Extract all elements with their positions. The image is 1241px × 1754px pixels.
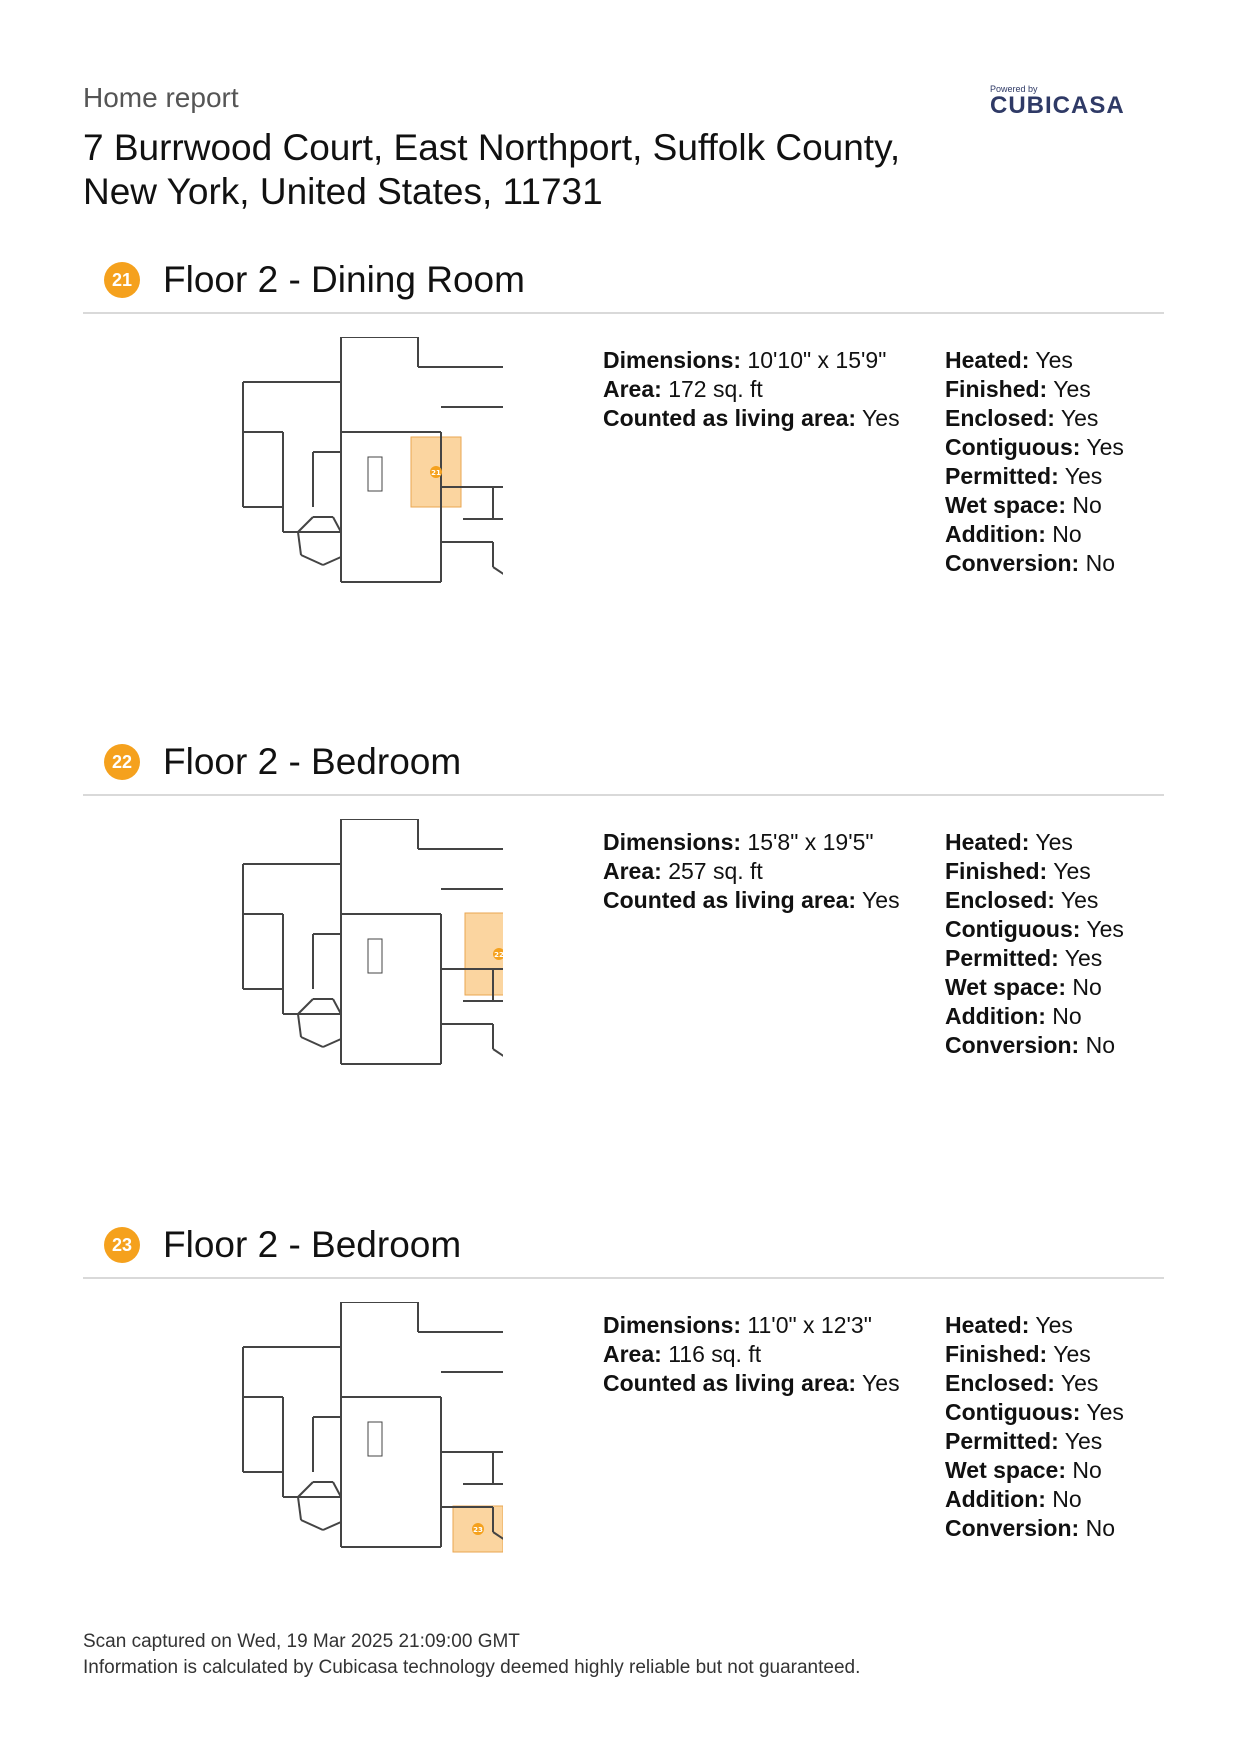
finished-stat: Finished: Yes (945, 376, 1091, 402)
wall (333, 517, 341, 532)
wall (298, 999, 313, 1014)
room-section-21 (83, 242, 1164, 642)
wall (333, 1482, 341, 1497)
logo-wordmark: CUBICASA (990, 92, 1125, 119)
wet-space-stat: Wet space: No (945, 492, 1102, 518)
permitted-stat: Permitted: Yes (945, 1428, 1103, 1454)
wet-space-stat: Wet space: No (945, 974, 1102, 1000)
living-area-stat: Counted as living area: Yes (603, 887, 900, 913)
wall (298, 1497, 301, 1520)
heated-stat: Heated: Yes (945, 347, 1073, 373)
dimensions-stat: Dimensions: 11'0" x 12'3" (603, 1312, 872, 1338)
room-number-badge: 21 (104, 262, 140, 298)
room-marker-label: 23 (473, 1526, 483, 1534)
wall (323, 557, 341, 565)
living-area-stat: Counted as living area: Yes (603, 1370, 900, 1396)
scan-timestamp: Scan captured on Wed, 19 Mar 2025 21:09:00 GMT (83, 1631, 520, 1652)
room-marker-label: 22 (494, 951, 503, 959)
living-area-value: Yes (862, 405, 900, 431)
enclosed-stat: Enclosed: Yes (945, 405, 1099, 431)
area-stat: Area: 172 sq. ft (603, 376, 763, 402)
dimensions-value: 10'10" x 15'9" (747, 347, 887, 373)
enclosed-stat: Enclosed: Yes (945, 887, 1099, 913)
area-value: 116 sq. ft (668, 1341, 762, 1367)
living-area-value: Yes (862, 887, 900, 913)
floor-plan (163, 1302, 503, 1582)
wall (298, 532, 301, 555)
address-line-1: 7 Burrwood Court, East Northport, Suffolk County, (83, 127, 901, 168)
heated-stat: Heated: Yes (945, 1312, 1073, 1338)
address-line-2: New York, United States, 11731 (83, 171, 603, 212)
finished-stat: Finished: Yes (945, 858, 1091, 884)
floor-label: Floor 2 (163, 1224, 279, 1265)
wall (298, 1482, 313, 1497)
wet-space-stat: Wet space: No (945, 1457, 1102, 1483)
room-title (163, 740, 461, 784)
floor-plan-drawing (163, 337, 503, 617)
dimensions-value: 11'0" x 12'3" (747, 1312, 872, 1338)
floor-plan-drawing (163, 1302, 503, 1582)
wall (333, 999, 341, 1014)
room-stats-attributes (945, 346, 1165, 578)
living-area-value: Yes (862, 1370, 900, 1396)
room-stats-attributes (945, 1311, 1165, 1543)
report-label: Home report (83, 82, 239, 113)
addition-stat: Addition: No (945, 1003, 1082, 1029)
area-stat: Area: 116 sq. ft (603, 1341, 762, 1367)
area-value: 257 sq. ft (668, 858, 763, 884)
wall (301, 1037, 323, 1047)
wall (493, 1049, 503, 1059)
floor-label: Floor 2 (163, 259, 279, 300)
floor-plan (163, 819, 503, 1099)
section-header (83, 242, 1164, 314)
room-section-23 (83, 1207, 1164, 1607)
conversion-stat: Conversion: No (945, 550, 1115, 576)
room-title (163, 258, 525, 302)
conversion-stat: Conversion: No (945, 1032, 1115, 1058)
section-header (83, 724, 1164, 796)
wall (298, 1014, 301, 1037)
wall (298, 517, 313, 532)
cubicasa-logo (990, 84, 1140, 118)
room-stats-attributes (945, 828, 1165, 1060)
floor-plan-drawing (163, 819, 503, 1099)
room-name: Dining Room (311, 259, 525, 300)
wall (301, 555, 323, 565)
room-stats-primary (603, 346, 933, 433)
contiguous-stat: Contiguous: Yes (945, 916, 1124, 942)
enclosed-stat: Enclosed: Yes (945, 1370, 1099, 1396)
room-stats-primary (603, 1311, 933, 1398)
addition-stat: Addition: No (945, 1486, 1082, 1512)
room-name: Bedroom (311, 741, 462, 782)
room-section-22 (83, 724, 1164, 1124)
kitchen-island (368, 1422, 382, 1456)
wall (323, 1039, 341, 1047)
report-footer (83, 1629, 860, 1681)
conversion-stat: Conversion: No (945, 1515, 1115, 1541)
dimensions-value: 15'8" x 19'5" (747, 829, 874, 855)
title-separator: - (288, 741, 301, 782)
contiguous-stat: Contiguous: Yes (945, 1399, 1124, 1425)
room-number-badge: 23 (104, 1227, 140, 1263)
permitted-stat: Permitted: Yes (945, 945, 1103, 971)
dimensions-stat: Dimensions: 10'10" x 15'9" (603, 347, 887, 373)
floor-label: Floor 2 (163, 741, 279, 782)
kitchen-island (368, 939, 382, 973)
room-marker-label: 21 (431, 469, 441, 477)
heated-stat: Heated: Yes (945, 829, 1073, 855)
title-separator: - (288, 259, 301, 300)
contiguous-stat: Contiguous: Yes (945, 434, 1124, 460)
room-name: Bedroom (311, 1224, 462, 1265)
finished-stat: Finished: Yes (945, 1341, 1091, 1367)
addition-stat: Addition: No (945, 521, 1082, 547)
wall (323, 1522, 341, 1530)
area-value: 172 sq. ft (668, 376, 763, 402)
section-header (83, 1207, 1164, 1279)
room-number-badge: 22 (104, 744, 140, 780)
wall (493, 567, 503, 577)
room-stats-primary (603, 828, 933, 915)
floor-plan (163, 337, 503, 617)
kitchen-island (368, 457, 382, 491)
room-title (163, 1223, 461, 1267)
area-stat: Area: 257 sq. ft (603, 858, 763, 884)
property-address (83, 126, 983, 214)
permitted-stat: Permitted: Yes (945, 463, 1103, 489)
wall (301, 1520, 323, 1530)
disclaimer: Information is calculated by Cubicasa technology deemed highly reliable but not guaranteed. (83, 1657, 861, 1678)
title-separator: - (288, 1224, 301, 1265)
living-area-stat: Counted as living area: Yes (603, 405, 900, 431)
dimensions-stat: Dimensions: 15'8" x 19'5" (603, 829, 874, 855)
logo-powered-by: Powered by (990, 84, 1038, 94)
